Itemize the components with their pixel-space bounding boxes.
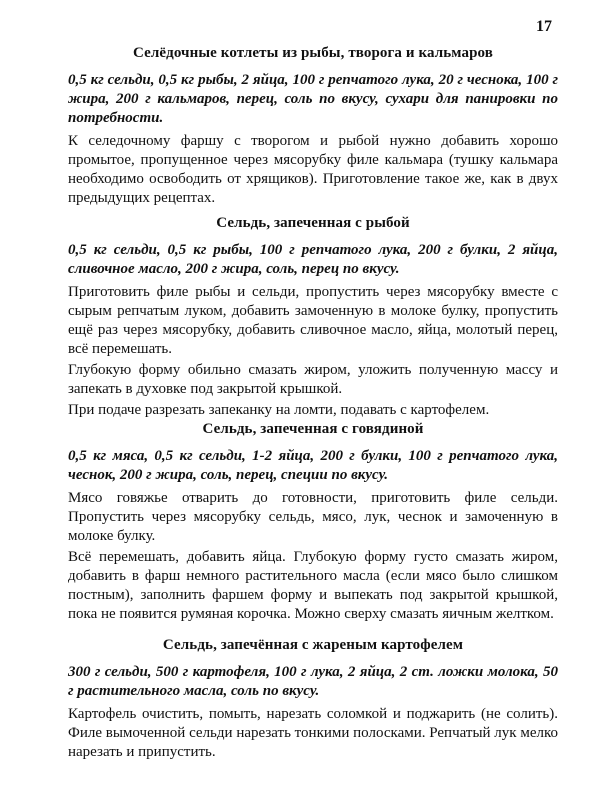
recipe-title: Сельдь, запеченная с говядиной [202, 421, 424, 437]
recipe-step: Всё перемешать, добавить яйца. Глубокую форму густо смазать жиром, добавить в фарш немного растительного масла (если мясо было слишком постным), заполнить фаршем форму и выпекать под закрытой крышкой, пока не появится румяная корочка. Можно сверху смазать яичным желтком. [68, 549, 558, 622]
recipe-title: Сельдь, запечённая с жареным картофелем [162, 637, 464, 653]
recipe-ingredients: 0,5 кг сельди, 0,5 кг рыбы, 2 яйца, 100 г репчатого лука, 20 г чеснока, 100 г жира, 200 г кальмаров, перец, соль по вкусу, сухари для панировки по потребности. [68, 72, 558, 126]
recipe-ingredients: 300 г сельди, 500 г картофеля, 100 г лука, 2 яйца, 2 ст. ложки молока, 50 г растительного масла, соль по вкусу. [68, 664, 558, 699]
recipe-step: Глубокую форму обильно смазать жиром, уложить полученную массу и запекать в духовке под закрытой крышкой. [68, 362, 558, 397]
recipe-step: При подаче разрезать запеканку на ломти, подавать с картофелем. [68, 402, 490, 418]
page-number: 17 [536, 18, 552, 35]
recipe-ingredients: 0,5 кг мяса, 0,5 кг сельди, 1-2 яйца, 200 г булки, 100 г репчатого лука, чеснок, 200 г жира, соль, перец, специи по вкусу. [68, 448, 558, 483]
recipe-title: Сельдь, запеченная с рыбой [216, 215, 410, 231]
recipe-herring-baked-with-beef [68, 420, 558, 624]
recipe-step: Приготовить филе рыбы и сельди, пропустить через мясорубку вместе с сырым репчатым луком, добавить замоченную в молоке булку, пропустить ещё раз через мясорубку, добавить сливочное масло, яйца, молотый перец, всё перемешать. [68, 284, 558, 357]
recipe-title: Селёдочные котлеты из рыбы, творога и кальмаров [133, 45, 493, 61]
recipe-herring-baked-with-fried-potatoes [68, 636, 558, 762]
recipe-herring-cutlets [68, 44, 558, 208]
recipe-herring-baked-with-fish [68, 214, 558, 420]
recipe-ingredients: 0,5 кг сельди, 0,5 кг рыбы, 100 г репчатого лука, 200 г булки, 2 яйца, сливочное масло, 200 г жира, соль, перец по вкусу. [68, 242, 558, 277]
recipe-step: Картофель очистить, помыть, нарезать соломкой и поджарить (не солить). Филе вымоченной сельди нарезать тонкими полосками. Репчатый лук мелко нарезать и припустить. [68, 706, 558, 760]
recipe-step: К селедочному фаршу с творогом и рыбой нужно добавить хорошо промытое, пропущенное через мясорубку филе кальмара (тушку кальмара необходимо освободить от хрящиков). Приготовление такое же, как в двух предыдущих рецептах. [68, 133, 558, 206]
recipe-step: Мясо говяжье отварить до готовности, приготовить филе сельди. Пропустить через мясорубку сельдь, мясо, лук, чеснок и замоченную в молоке булку. [68, 490, 558, 544]
